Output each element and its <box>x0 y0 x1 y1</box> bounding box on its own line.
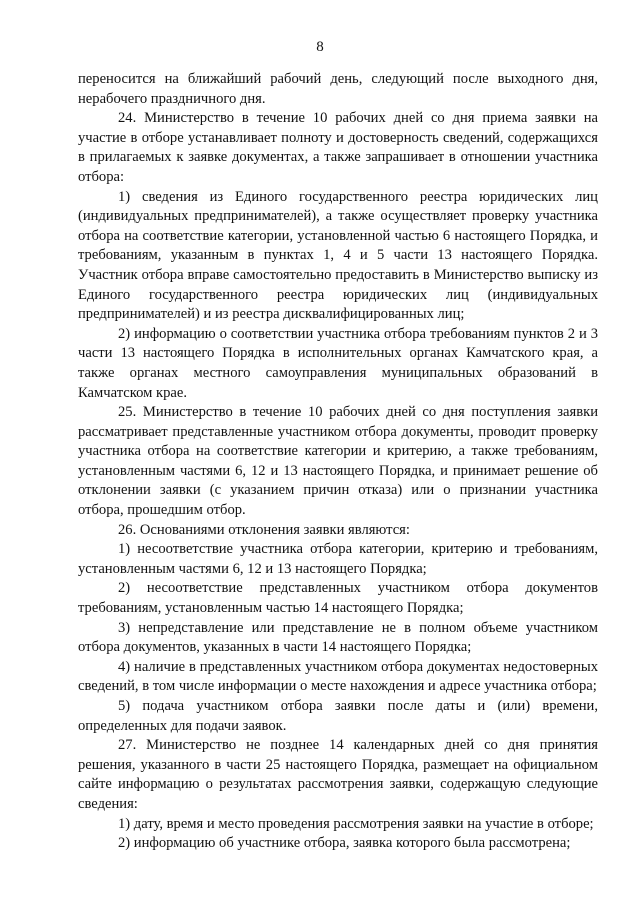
paragraph-26-item-3: 3) непредставление или представление не в полном объеме участником отбора документов, указанных в части 14 настоящего Порядка; <box>78 619 598 656</box>
page-number: 8 <box>316 39 324 55</box>
paragraph-26: 26. Основаниями отклонения заявки являются: <box>118 521 410 538</box>
paragraph-24-item-1: 1) сведения из Единого государственного реестра юридических лиц (индивидуальных предпринимателей), а также осуществляет проверку участника отбора на соответствие категории, установленной частью 6 настоящего Порядка, и требованиям, указанным в пунктах 1, 4 и 5 части 13 настоящего Порядка. Участник отбора вправе самостоятельно предоставить в Министерство выписку из Единого государственного реестра юридических лиц (индивидуальных предпринимателей) и из реестра дисквалифицированных лиц; <box>78 188 598 323</box>
paragraph-27-item-2: 2) информацию об участнике отбора, заявка которого была рассмотрена; <box>118 835 571 852</box>
paragraph-26-item-2: 2) несоответствие представленных участником отбора документов требованиям, установленным частью 14 настоящего Порядка; <box>78 580 598 617</box>
paragraph-26-item-4: 4) наличие в представленных участником отбора документах недостоверных сведений, в том числе информации о месте нахождения и адресе участника отбора; <box>78 658 598 695</box>
paragraph-24-item-2: 2) информацию о соответствии участника отбора требованиям пунктов 2 и 3 части 13 настоящего Порядка в исполнительных органах Камчатского края, а также органах местного самоуправления муниципальных образований в Камчатском крае. <box>78 325 598 401</box>
paragraph-24: 24. Министерство в течение 10 рабочих дней со дня приема заявки на участие в отборе устанавливает полноту и достоверность сведений, содержащихся в прилагаемых к заявке документах, а также запрашивает в отношении участника отбора: <box>78 110 598 185</box>
paragraph-27-item-1: 1) дату, время и место проведения рассмотрения заявки на участие в отборе; <box>118 815 594 832</box>
document-body <box>78 70 598 854</box>
paragraph-continuation: переносится на ближайший рабочий день, следующий после выходного дня, нерабочего праздничного дня. <box>78 71 598 107</box>
paragraph-26-item-1: 1) несоответствие участника отбора категории, критерию и требованиям, установленным частями 6, 12 и 13 настоящего Порядка; <box>78 541 598 577</box>
paragraph-25: 25. Министерство в течение 10 рабочих дней со дня поступления заявки рассматривает представленные участником отбора документы, проводит проверку участника отбора на соответствие категории и критерию, а также требованиям, установленным частями 6, 12 и 13 настоящего Порядка, и принимает решение об отклонении заявки (с указанием причин отказа) или о признании участника отбора, прошедшим отбор. <box>78 404 598 519</box>
paragraph-26-item-5: 5) подача участником отбора заявки после даты и (или) времени, определенных для подачи заявок. <box>78 698 598 734</box>
paragraph-27: 27. Министерство не позднее 14 календарных дней со дня принятия решения, указанного в части 25 настоящего Порядка, размещает на официальном сайте информацию о результатах рассмотрения заявки, содержащую следующие сведения: <box>78 737 598 812</box>
